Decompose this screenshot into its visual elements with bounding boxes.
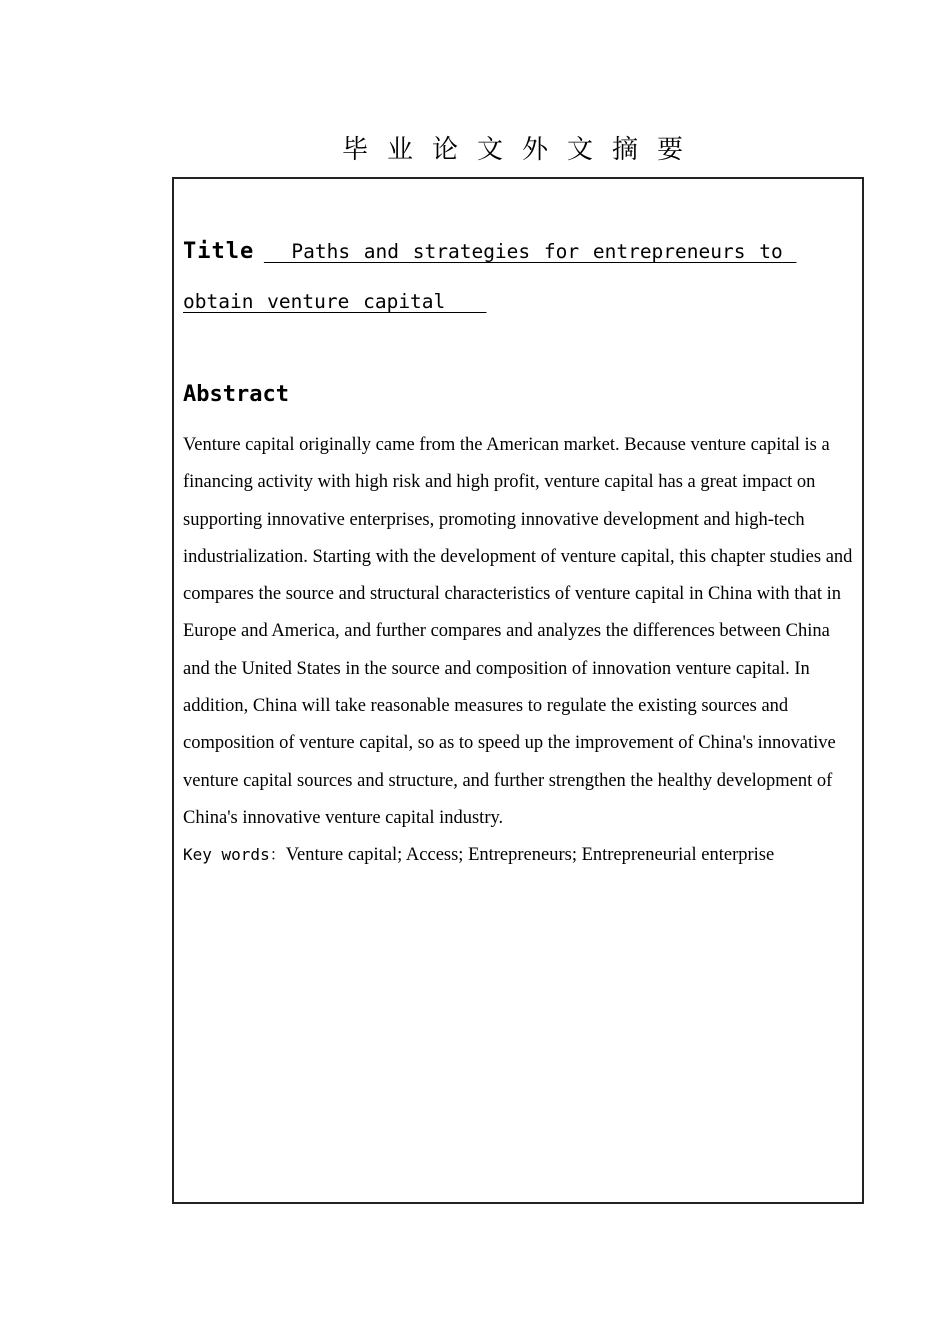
keywords-text: Venture capital; Access; Entrepreneurs; Entrepreneurial enterprise [285,845,775,865]
keywords-label: Key words： [183,845,286,864]
abstract-body: Venture capital originally came from the American market. Because venture capital is a financing activity with high risk and high profit, venture capital has a great impact on supporting innovative enterprises, promoting innovative development and high-tech industrialization. Starting with the development of venture capital, this chapter studies and compares the source and structural characteristics of venture capital in China with that in Europe and America, and further compares and analyzes the differences between China and the United States in the source and composition of innovation venture capital. In addition, China will take reasonable measures to regulate the existing sources and composition of venture capital, so as to speed up the improvement of China's innovative venture capital sources and structure, and further strengthen the healthy development of China's innovative venture capital industry. [183,435,853,828]
title-label: Title [183,239,255,264]
page-heading: 毕业论文外文摘要 [341,135,702,165]
keywords-line [183,841,774,869]
abstract-frame [172,177,864,1204]
title-block [183,227,855,327]
paper-title: Paths and strategies for entrepreneurs to obtain venture capital [183,240,797,313]
abstract-heading: Abstract [183,382,289,407]
